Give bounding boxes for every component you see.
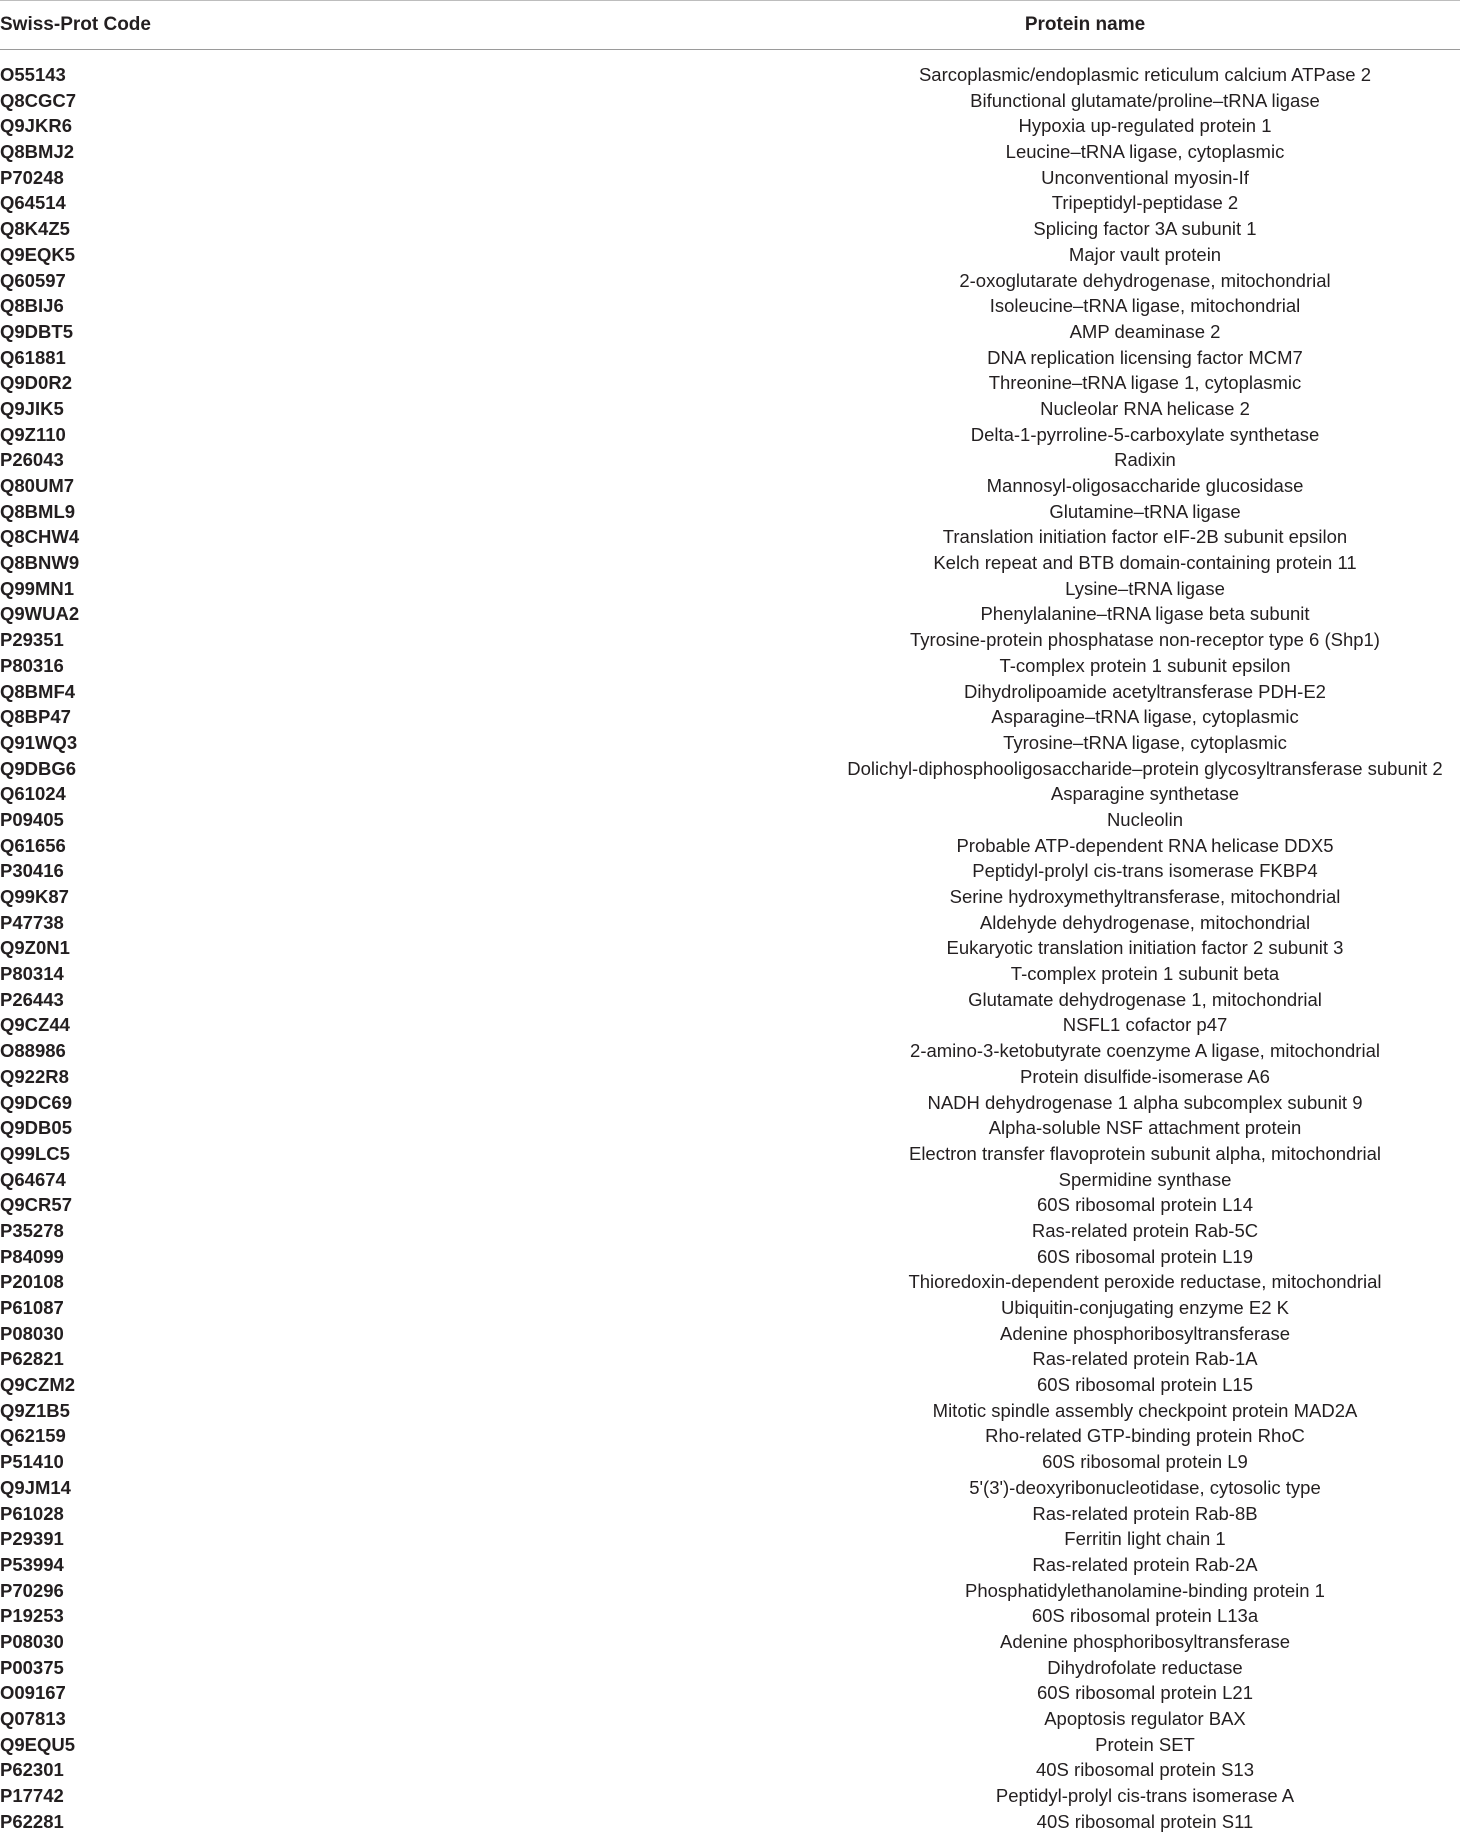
table-row [0,139,1460,165]
table-row [0,1501,1460,1527]
swiss-prot-code-cell: Q64514 [0,192,66,214]
table-row [0,961,1460,987]
table-row [0,833,1460,859]
protein-name-cell: Tripeptidyl-peptidase 2 [1051,192,1239,214]
table-row [0,1655,1460,1681]
protein-name-cell: Bifunctional glutamate/proline–tRNA ligase [970,89,1320,111]
protein-name-cell: 60S ribosomal protein L14 [1037,1194,1253,1216]
swiss-prot-code-cell: P08030 [0,1322,64,1344]
swiss-prot-code-cell: P70248 [0,166,64,188]
swiss-prot-code-cell: P51410 [0,1451,64,1473]
protein-name-cell: Isoleucine–tRNA ligase, mitochondrial [989,295,1301,317]
protein-name-cell: Asparagine–tRNA ligase, cytoplasmic [991,706,1299,728]
swiss-prot-code-cell: P26443 [0,988,64,1010]
swiss-prot-code-cell: Q61024 [0,783,66,805]
swiss-prot-code-cell: P61087 [0,1297,64,1318]
protein-name-cell: Adenine phosphoribosyltransferase [999,1630,1291,1652]
swiss-prot-code-cell: Q922R8 [0,1065,69,1087]
table-row [0,447,1460,473]
protein-name-cell: Protein SET [1095,1733,1195,1755]
swiss-prot-code-cell: Q9D0R2 [0,372,72,394]
protein-name-cell: Ubiquitin-conjugating enzyme E2 K [1001,1297,1289,1318]
header-spacer [0,50,1460,62]
table-row [0,1398,1460,1424]
protein-name-cell: Leucine–tRNA ligase, cytoplasmic [1005,141,1285,163]
swiss-prot-code-cell: Q9CZM2 [0,1374,76,1396]
swiss-prot-code-cell: Q60597 [0,269,66,291]
protein-name-cell: DNA replication licensing factor MCM7 [987,346,1303,368]
swiss-prot-code-cell: Q07813 [0,1708,66,1729]
swiss-prot-code-cell: O88986 [0,1040,66,1062]
table-row [0,473,1460,499]
table-row [0,1244,1460,1270]
table-row [0,576,1460,602]
protein-name-cell: 2-oxoglutarate dehydrogenase, mitochondrial [959,269,1331,291]
protein-name-cell: Peptidyl-prolyl cis-trans isomerase FKBP4 [972,860,1318,882]
table-row [0,1578,1460,1604]
protein-name-cell: Lysine–tRNA ligase [1065,577,1225,599]
protein-name-cell: Rho-related GTP-binding protein RhoC [985,1425,1305,1447]
table-row [0,499,1460,525]
table-row [0,1090,1460,1116]
protein-name-cell: 40S ribosomal protein S11 [1036,1810,1254,1832]
protein-name-cell: Tyrosine–tRNA ligase, cytoplasmic [1003,731,1287,753]
table-row [0,1449,1460,1475]
protein-name-cell: Asparagine synthetase [1050,783,1240,805]
swiss-prot-code-cell: P09405 [0,808,64,830]
table-row [0,756,1460,782]
table-row [0,601,1460,627]
protein-name-cell: Dihydrolipoamide acetyltransferase PDH-E2 [964,680,1326,702]
table-row [0,884,1460,910]
swiss-prot-code-cell: Q8BIJ6 [0,295,64,317]
table-row [0,679,1460,705]
protein-name-cell: Delta-1-pyrroline-5-carboxylate synthetase [970,423,1320,445]
protein-name-cell: NSFL1 cofactor p47 [1062,1014,1228,1036]
table-row [0,935,1460,961]
swiss-prot-code-cell: Q8BNW9 [0,552,80,574]
protein-name-cell: 60S ribosomal protein L9 [1042,1451,1248,1473]
swiss-prot-code-cell: P80316 [0,654,64,676]
swiss-prot-code-cell: Q9DBT5 [0,320,73,342]
protein-name-cell: Ras-related protein Rab-8B [1032,1502,1258,1524]
table-row [0,1680,1460,1706]
swiss-prot-code-cell: O09167 [0,1682,66,1704]
protein-name-cell: 60S ribosomal protein L21 [1037,1682,1253,1704]
protein-name-cell: 60S ribosomal protein L13a [1031,1605,1259,1627]
protein-name-cell: Serine hydroxymethyltransferase, mitochondrial [949,886,1341,907]
protein-name-cell: Radixin [1114,449,1176,471]
table-row [0,293,1460,319]
table-row [0,242,1460,268]
protein-name-cell: Unconventional myosin-If [1041,166,1249,188]
protein-name-cell: AMP deaminase 2 [1069,320,1221,342]
protein-name-cell: 5'(3')-deoxyribonucleotidase, cytosolic type [969,1476,1321,1498]
swiss-prot-code-cell: P84099 [0,1245,64,1267]
table-row [0,781,1460,807]
swiss-prot-code-cell: Q9WUA2 [0,603,80,625]
swiss-prot-code-cell: Q8K4Z5 [0,218,70,240]
table-row [0,730,1460,756]
table-row [0,1809,1460,1834]
swiss-prot-code-cell: Q9CR57 [0,1194,72,1216]
protein-name-cell: 60S ribosomal protein L15 [1037,1374,1253,1396]
table-row [0,216,1460,242]
swiss-prot-code-cell: P26043 [0,449,64,471]
protein-name-cell: Eukaryotic translation initiation factor 2 subunit 3 [946,937,1344,959]
table-row [0,1167,1460,1193]
swiss-prot-code-cell: P35278 [0,1219,64,1241]
swiss-prot-code-cell: P62301 [0,1759,64,1781]
protein-name-cell: Thioredoxin-dependent peroxide reductase, mitochondrial [908,1271,1382,1293]
table-row [0,1552,1460,1578]
table-row [0,1192,1460,1218]
table-row [0,1064,1460,1090]
swiss-prot-code-cell: Q99LC5 [0,1142,70,1164]
swiss-prot-code-cell: P00375 [0,1656,64,1678]
swiss-prot-code-cell: P62821 [0,1348,64,1370]
protein-name-cell: Aldehyde dehydrogenase, mitochondrial [979,911,1311,933]
table-header [0,1,1460,50]
swiss-prot-code-cell: P29391 [0,1528,64,1550]
swiss-prot-code-cell: Q8BMJ2 [0,141,75,163]
swiss-prot-code-cell: O55143 [0,64,66,85]
table-row [0,1038,1460,1064]
swiss-prot-code-cell: Q8BP47 [0,706,71,728]
protein-name-cell: 40S ribosomal protein S13 [1035,1759,1255,1781]
table-row [0,62,1460,88]
table-row [0,910,1460,936]
swiss-prot-code-cell: Q8CHW4 [0,526,80,548]
swiss-prot-code-cell: P30416 [0,860,64,882]
swiss-prot-code-cell: Q91WQ3 [0,731,78,753]
protein-name-cell: Dihydrofolate reductase [1047,1656,1243,1678]
protein-name-cell: Glutamine–tRNA ligase [1049,500,1241,522]
table-row [0,1141,1460,1167]
table-row [0,524,1460,550]
swiss-prot-code-cell: Q62159 [0,1425,66,1447]
table-row [0,858,1460,884]
table-row [0,1295,1460,1321]
protein-name-cell: Tyrosine-protein phosphatase non-receptor type 6 (Shp1) [910,629,1380,651]
table-row [0,319,1460,345]
table-row [0,1783,1460,1809]
protein-name-cell: Dolichyl-diphosphooligosaccharide–protein glycosyltransferase subunit 2 [847,757,1443,779]
table-body [0,62,1460,1834]
protein-name-cell: Translation initiation factor eIF-2B subunit epsilon [942,526,1348,548]
protein-name-cell: Glutamate dehydrogenase 1, mitochondrial [968,988,1322,1010]
table-row [0,396,1460,422]
protein-name-cell: Hypoxia up-regulated protein 1 [1018,115,1272,137]
protein-name-cell: Major vault protein [1068,243,1222,265]
protein-name-cell: Threonine–tRNA ligase 1, cytoplasmic [988,372,1302,394]
table-row [0,1732,1460,1758]
table-row [0,345,1460,371]
protein-name-cell: Ferritin light chain 1 [1064,1528,1226,1550]
swiss-prot-code-cell: Q8BMF4 [0,680,76,702]
swiss-prot-code-cell: Q99MN1 [0,577,75,599]
swiss-prot-code-cell: Q80UM7 [0,475,75,496]
table-row [0,113,1460,139]
swiss-prot-code-cell: Q9CZ44 [0,1014,70,1036]
table-row [0,1603,1460,1629]
swiss-prot-code-cell: P19253 [0,1605,64,1627]
protein-name-cell: Adenine phosphoribosyltransferase [999,1322,1291,1344]
protein-name-cell: T-complex protein 1 subunit epsilon [999,654,1291,676]
protein-name-cell: Phosphatidylethanolamine-binding protein 1 [965,1579,1325,1601]
swiss-prot-code-cell: P80314 [0,963,64,985]
swiss-prot-code-cell: P08030 [0,1630,64,1652]
protein-name-cell: Splicing factor 3A subunit 1 [1033,218,1257,240]
table-row [0,1757,1460,1783]
protein-name-cell: Mitotic spindle assembly checkpoint protein MAD2A [932,1399,1358,1421]
protein-name-cell: 60S ribosomal protein L19 [1037,1245,1253,1267]
swiss-prot-code-cell: P47738 [0,911,64,933]
protein-name-cell: Peptidyl-prolyl cis-trans isomerase A [995,1785,1295,1807]
protein-name-cell: Ras-related protein Rab-2A [1032,1553,1258,1575]
swiss-prot-code-cell: Q9DC69 [0,1091,72,1113]
protein-name-cell: NADH dehydrogenase 1 alpha subcomplex subunit 9 [927,1091,1363,1113]
swiss-prot-code-cell: Q9DB05 [0,1117,72,1139]
table-row [0,987,1460,1013]
table-row [0,550,1460,576]
table-row [0,1346,1460,1372]
protein-name-cell: Mannosyl-oligosaccharide glucosidase [986,475,1304,496]
protein-name-cell: Electron transfer flavoprotein subunit alpha, mitochondrial [908,1142,1381,1164]
table-row [0,1115,1460,1141]
table-row [0,1269,1460,1295]
swiss-prot-code-cell: Q64674 [0,1168,66,1190]
swiss-prot-code-cell: Q61656 [0,834,66,856]
protein-name-cell: Nucleolin [1106,808,1184,830]
swiss-prot-code-cell: Q8BML9 [0,500,76,522]
swiss-prot-code-cell: Q61881 [0,346,66,368]
table-row [0,807,1460,833]
table-row [0,627,1460,653]
table-row [0,1475,1460,1501]
table-row [0,268,1460,294]
swiss-prot-code-cell: Q9Z1B5 [0,1399,70,1421]
table-row [0,1706,1460,1732]
table-row [0,1218,1460,1244]
protein-name-cell: Kelch repeat and BTB domain-containing protein 11 [933,552,1357,574]
protein-name-cell: Alpha-soluble NSF attachment protein [988,1117,1302,1139]
swiss-prot-code-cell: P29351 [0,629,64,651]
swiss-prot-code-cell: P61028 [0,1502,64,1524]
swiss-prot-code-cell: Q99K87 [0,886,69,907]
header-swiss-prot-code: Swiss-Prot Code [0,14,151,35]
table-row [0,704,1460,730]
swiss-prot-code-cell: P70296 [0,1579,64,1601]
swiss-prot-code-cell: Q9Z110 [0,423,66,445]
protein-name-cell: T-complex protein 1 subunit beta [1010,963,1280,985]
table-row [0,370,1460,396]
swiss-prot-code-cell: Q9JM14 [0,1476,71,1498]
swiss-prot-code-cell: Q9Z0N1 [0,937,70,959]
table-row [0,1423,1460,1449]
protein-name-cell: Phenylalanine–tRNA ligase beta subunit [980,603,1310,625]
table-row [0,1629,1460,1655]
swiss-prot-code-cell: Q9EQK5 [0,243,76,265]
swiss-prot-code-cell: P17742 [0,1785,64,1807]
protein-name-cell: Nucleolar RNA helicase 2 [1040,397,1250,419]
swiss-prot-code-cell: Q8CGC7 [0,89,77,111]
protein-name-cell: 2-amino-3-ketobutyrate coenzyme A ligase, mitochondrial [910,1040,1380,1062]
protein-name-cell: Protein disulfide-isomerase A6 [1020,1065,1270,1087]
protein-name-cell: Ras-related protein Rab-5C [1031,1219,1259,1241]
protein-name-cell: Sarcoplasmic/endoplasmic reticulum calcium ATPase 2 [918,64,1372,85]
swiss-prot-code-cell: P53994 [0,1553,64,1575]
protein-name-cell: Probable ATP-dependent RNA helicase DDX5 [956,834,1334,856]
swiss-prot-code-cell: Q9JKR6 [0,115,72,137]
header-protein-name: Protein name [1024,14,1146,35]
table-row [0,88,1460,114]
table-row [0,1372,1460,1398]
swiss-prot-code-cell: P62281 [0,1810,64,1832]
table-row [0,190,1460,216]
protein-name-cell: Apoptosis regulator BAX [1044,1708,1246,1729]
swiss-prot-code-cell: Q9EQU5 [0,1733,76,1755]
table-row [0,1321,1460,1347]
swiss-prot-code-cell: Q9DBG6 [0,757,77,779]
table-row [0,1012,1460,1038]
swiss-prot-code-cell: P20108 [0,1271,64,1293]
table-row [0,422,1460,448]
protein-name-cell: Ras-related protein Rab-1A [1032,1348,1258,1370]
protein-name-cell: Spermidine synthase [1058,1168,1232,1190]
swiss-prot-code-cell: Q9JIK5 [0,397,64,419]
table-row [0,653,1460,679]
table-row [0,1526,1460,1552]
table-row [0,165,1460,191]
